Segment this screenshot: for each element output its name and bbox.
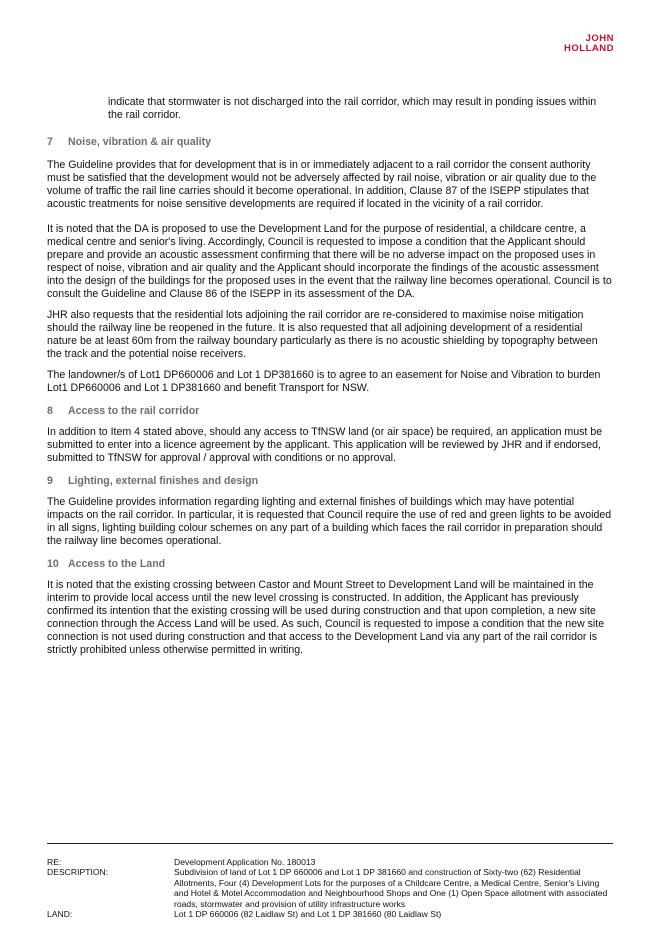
paragraph: It is noted that the DA is proposed to use the Development Land for the purpose of residential, a childcare centre, a medical centre and senior's living. Accordingly, Council is requested to impose a condition that the Applicant should prepare and provide an acoustic assessment confirming that there will be no adverse impact on the proposed uses in respect of noise, vibration and air quality and the Applicant should incorporate the findings of the acoustic assessment into the design of the buildings for the proposed uses in the event that the railway line becomes operational. Council is to consult the Guideline and Clause 86 of the ISEPP in its assessment of the DA. — [47, 223, 612, 300]
footer-value: Development Application No. 180013 — [174, 857, 316, 867]
footer-label: LAND: — [47, 909, 73, 920]
paragraph: The Guideline provides that for development that is in or immediately adjacent to a rail corridor the consent authority must be satisfied that the development would not be adversely affected by rail noise, vibration or air quality due to the volume of traffic the rail line carries should it become operational. In addition, Clause 87 of the ISEPP stipulates that acoustic treatments for noise sensitive developments are required if located in the vicinity of a rail corridor. — [47, 159, 597, 210]
logo-line-2: HOLLAND — [564, 43, 614, 54]
footer-label: RE: — [47, 857, 62, 867]
footer-row-re — [47, 857, 613, 867]
section-heading-10 — [47, 558, 613, 571]
section-number: 7 — [47, 136, 53, 148]
john-holland-logo — [564, 34, 614, 54]
section-title: Access to the Land — [68, 558, 166, 570]
paragraph: JHR also requests that the residential lots adjoining the rail corridor are re-considered to maximise noise mitigation should the railway line be reopened in the future. It is also requested that all adjoining development of a residential nature be at least 60m from the railway boundary particularly as there is no acoustic shielding by topography between the track and the potential noise receivers. — [47, 309, 598, 360]
section-number: 9 — [47, 475, 53, 487]
document-body — [47, 96, 613, 665]
paragraph: The Guideline provides information regarding lighting and external finishes of buildings which may have potential impacts on the rail corridor. In particular, it is requested that Council require the use of red and green lights to be avoided in all signs, lighting building colour schemes on any part of a building which faces the rail corridor in preparation should the railway line becomes operational. — [47, 496, 612, 547]
paragraph: The landowner/s of Lot1 DP660006 and Lot 1 DP381660 is to agree to an easement for Noise and Vibration to burden Lot1 DP660006 and Lot 1 DP381660 and benefit Transport for NSW. — [47, 369, 601, 394]
section-number: 8 — [47, 405, 53, 417]
section-number: 10 — [47, 558, 59, 570]
paragraph: In addition to Item 4 stated above, should any access to TfNSW land (or air space) be required, an application must be submitted to enter into a licence agreement by the applicant. This application will be reviewed by JHR and if endorsed, submitted to TfNSW for approval / approval with conditions or no approval. — [47, 426, 603, 464]
document-footer — [47, 843, 613, 919]
footer-row-land — [47, 909, 613, 919]
logo-line-1: JOHN — [585, 33, 614, 44]
paragraph: It is noted that the existing crossing between Castor and Mount Street to Development Land will be maintained in the interim to provide local access until the new level crossing is constructed. In addition, the Applicant has previously confirmed its intention that the existing crossing will be used during construction and that upon completion, a new site connection through the Access Land will be used. As such, Council is requested to impose a condition that the new site connection is not used during construction and that access to the Development Land via any part of the rail corridor is strictly prohibited unless otherwise permitted in writing. — [47, 579, 605, 656]
section-title: Noise, vibration & air quality — [68, 136, 212, 148]
section-heading-9 — [47, 475, 613, 488]
continued-paragraph: indicate that stormwater is not discharged into the rail corridor, which may result in ponding issues within the rail corridor. — [108, 96, 597, 121]
section-heading-8 — [47, 405, 613, 418]
section-heading-7 — [47, 136, 613, 149]
section-title: Lighting, external finishes and design — [68, 475, 259, 487]
section-title: Access to the rail corridor — [68, 405, 200, 417]
footer-label: DESCRIPTION: — [47, 867, 109, 878]
footer-value: Subdivision of land of Lot 1 DP 660006 and Lot 1 DP 381660 and construction of Sixty-two (62) Residential Allotments, Four (4) Development Lots for the purposes of a Childcare Centre, a Medical Centre, Senior's Living and Hotel & Motel Accommodation and Neighbourhood Shops and One (1) Open Space allotment with associated roads, stormwater and provision of utility infrastructure works — [174, 867, 608, 909]
footer-value: Lot 1 DP 660006 (82 Laidlaw St) and Lot 1 DP 381660 (80 Laidlaw St) — [174, 909, 442, 920]
footer-row-description — [47, 867, 613, 909]
